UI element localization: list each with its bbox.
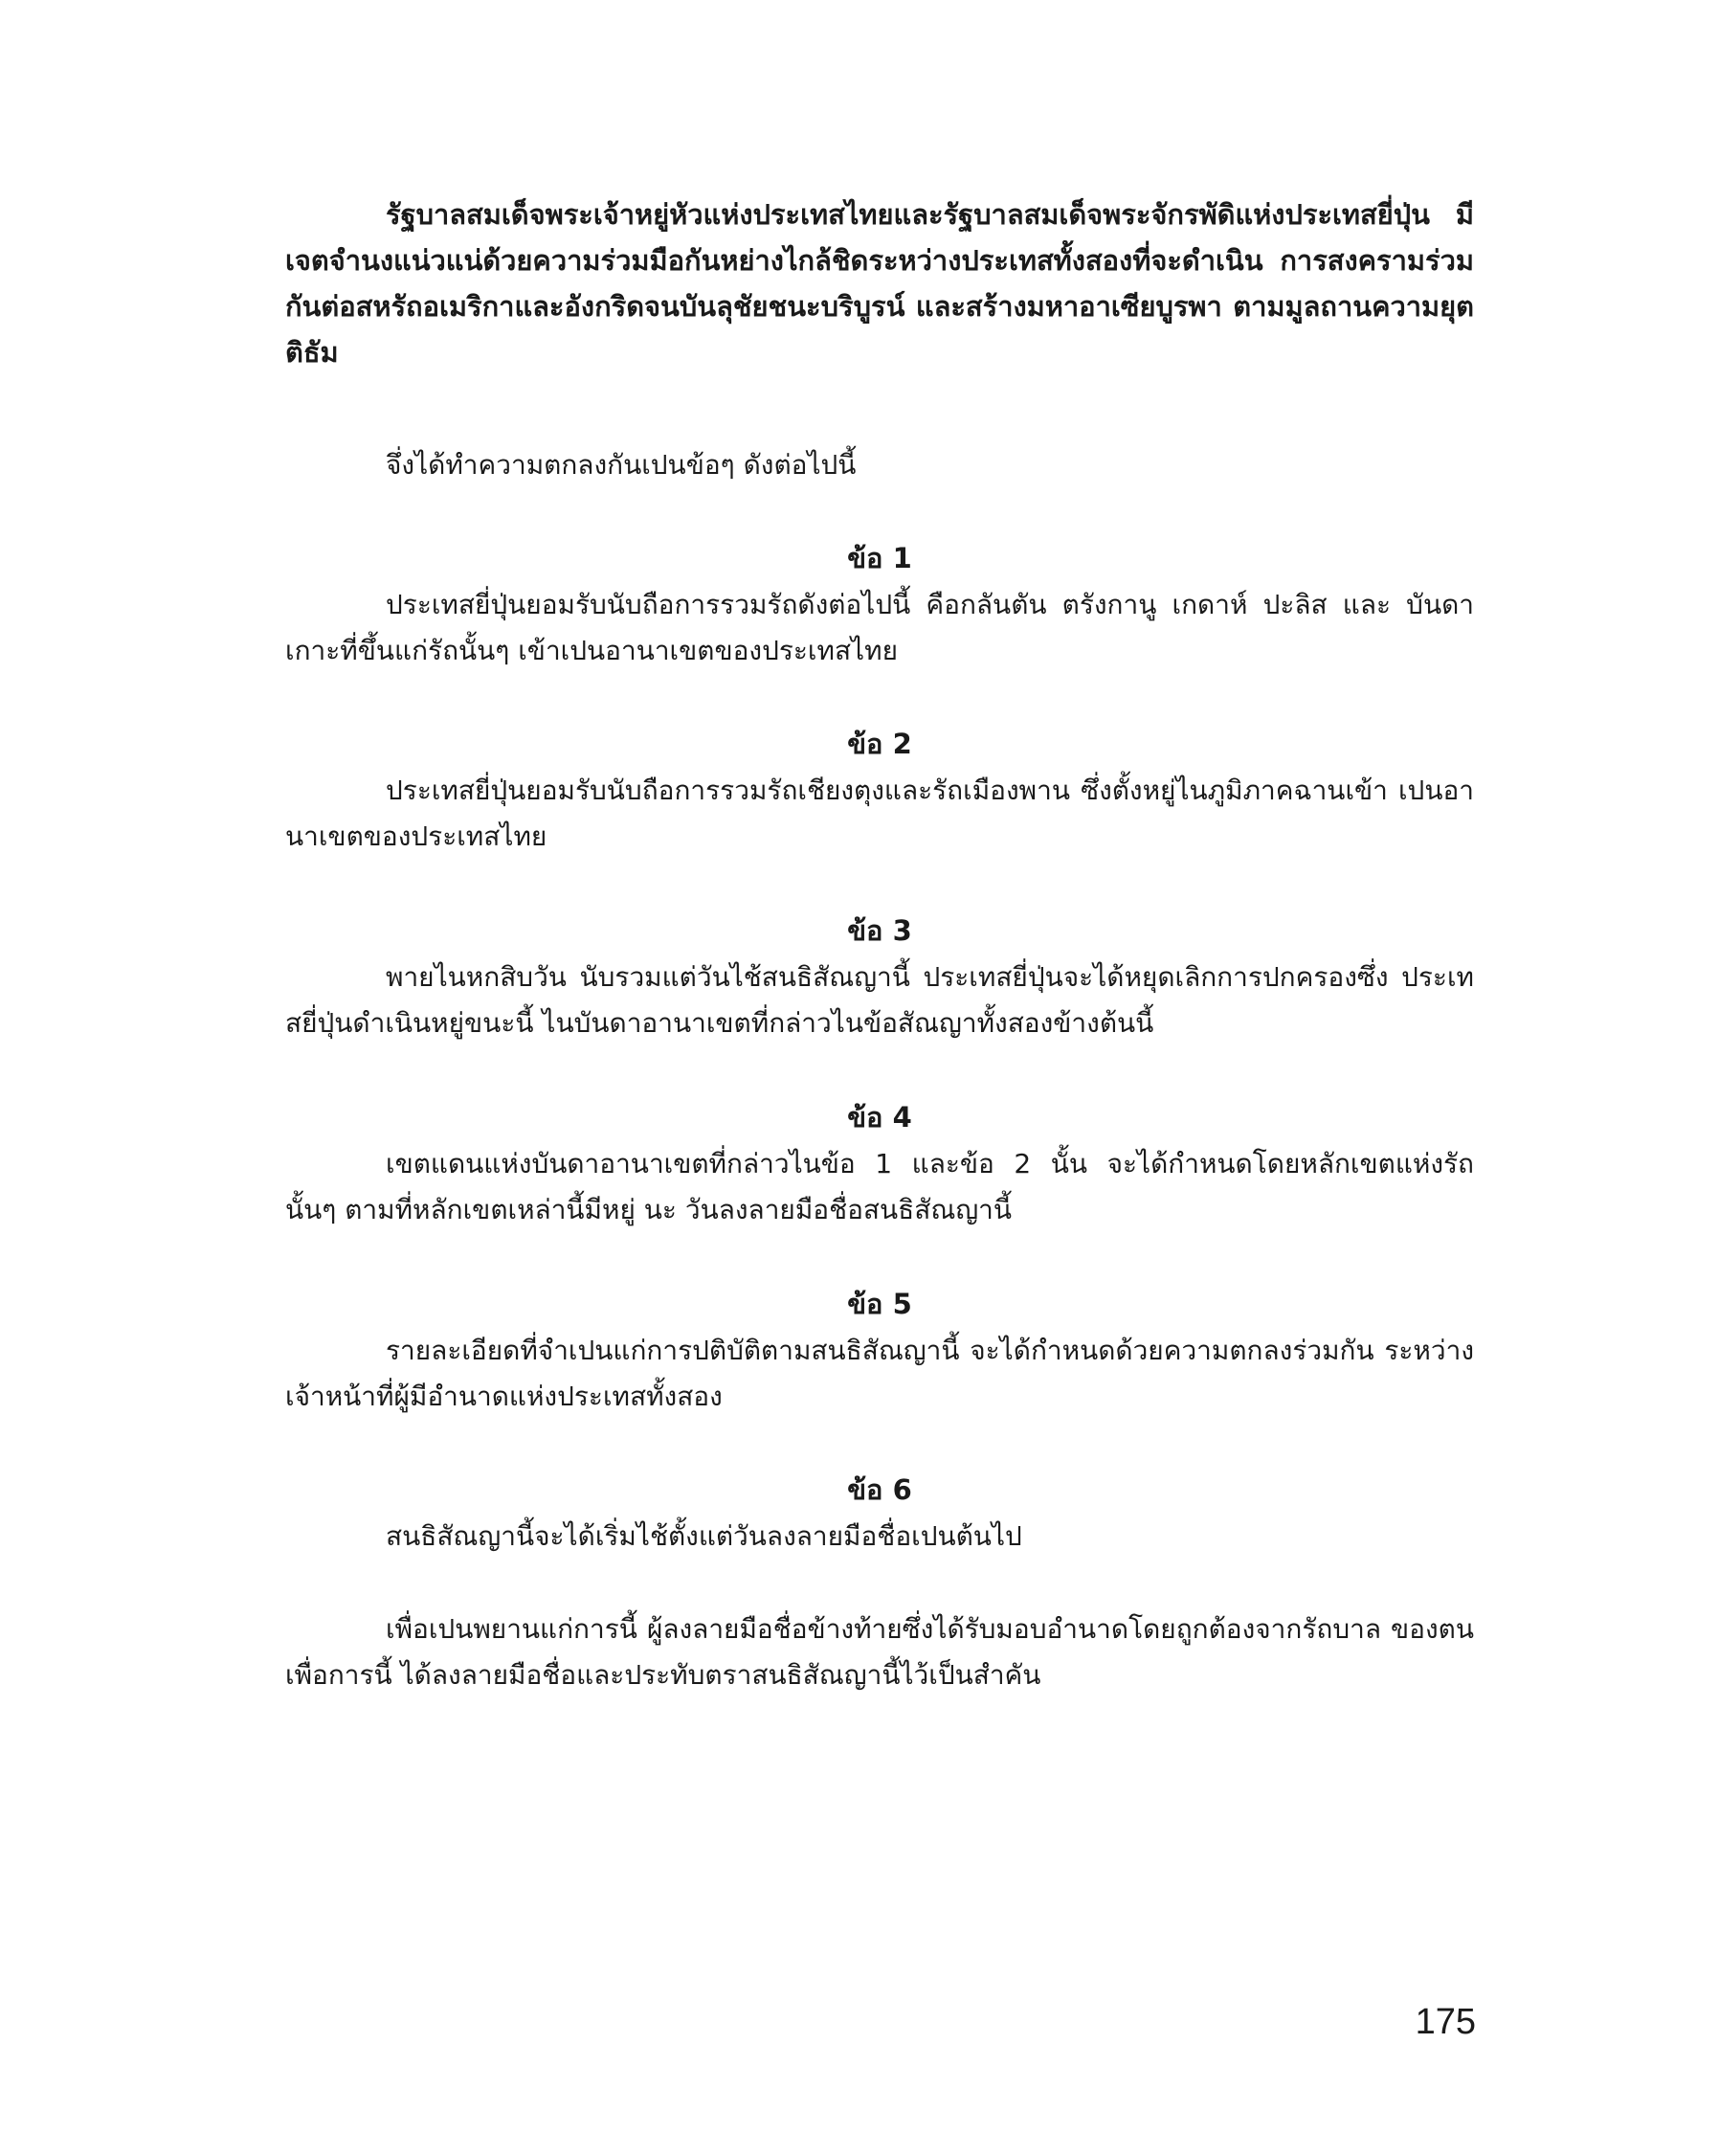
- intro-paragraph: จึ่งได้ทำความตกลงกันเปนข้อๆ ดังต่อไปนี้: [386, 449, 857, 481]
- article-4-text: เขตแดนแห่งบันดาอานาเขตที่กล่าวไนข้อ 1 และข้อ 2 นั้น จะได้กำหนดโดยหลักเขตแห่งรัถ นั้นๆ ตามที่หลักเขตเหล่านี้มีหยู่ นะ วันลงลายมือชื่อสนธิสัณญานี้: [285, 1148, 1474, 1225]
- closing-paragraph: เพื่อเปนพยานแก่การนี้ ผู้ลงลายมือชื่อข้างท้ายซึ่งได้รับมอบอำนาดโดยถูกต้องจากรัถบาล ของตนเพื่อการนี้ ได้ลงลายมือชื่อและประทับตราสนธิสัณญานี้ไว้เป็นสำคัน: [285, 1613, 1474, 1691]
- article-6-heading: ข้อ 6: [847, 1473, 912, 1506]
- article-5-text: รายละเอียดที่จำเปนแก่การปติบัติตามสนธิสัณญานี้ จะได้กำหนดด้วยความตกลงร่วมกัน ระหว่างเจ้าหน้าที่ผู้มีอำนาดแห่งประเทสทั้งสอง: [285, 1335, 1474, 1412]
- article-3-text: พายไนหกสิบวัน นับรวมแต่วันไช้สนธิสัณญานี้ ประเทสยี่ปุ่นจะได้หยุดเลิกการปกครองซึ่ง ประเทสยี่ปุ่นดำเนินหยู่ขนะนี้ ไนบันดาอานาเขตที่กล่าวไนข้อสัณญาทั้งสองข้างต้นนี้: [285, 961, 1474, 1039]
- page-number: 175: [1415, 2002, 1476, 2042]
- article-2-text: ประเทสยี่ปุ่นยอมรับนับถือการรวมรัถเชียงตุงและรัถเมืองพาน ซึ่งตั้งหยู่ไนภูมิภาคฉานเข้า เปนอานาเขตของประเทสไทย: [285, 775, 1474, 852]
- article-1-text: ประเทสยี่ปุ่นยอมรับนับถือการรวมรัถดังต่อไปนี้ คือกลันตัน ตรังกานู เกดาห์ ปะลิส และ บันดาเกาะที่ขึ้นแก่รัถนั้นๆ เข้าเปนอานาเขตของประเทสไทย: [285, 589, 1474, 666]
- article-1-heading: ข้อ 1: [847, 542, 912, 574]
- article-2-heading: ข้อ 2: [847, 728, 912, 760]
- article-3-heading: ข้อ 3: [847, 914, 912, 947]
- preamble-paragraph: รัฐบาลสมเด็จพระเจ้าหยู่หัวแห่งประเทสไทยและรัฐบาลสมเด็จพระจักรพัดิแห่งประเทสยี่ปุ่น มีเจตจำนงแน่วแน่ด้วยความร่วมมือกันหย่างไกล้ชิดระหว่างประเทสทั้งสองที่จะดำเนิน การสงครามร่วมกันต่อสหรัถอเมริกาและอังกริดจนบันลุชัยชนะบริบูรน์ และสร้างมหาอาเซียบูรพา ตามมูลถานความยุตติธัม: [285, 198, 1474, 369]
- article-5-heading: ข้อ 5: [847, 1288, 912, 1320]
- article-6-text: สนธิสัณญานี้จะได้เริ่มไช้ตั้งแต่วันลงลายมือชื่อเปนต้นไป: [386, 1520, 1022, 1552]
- article-4-heading: ข้อ 4: [847, 1101, 912, 1134]
